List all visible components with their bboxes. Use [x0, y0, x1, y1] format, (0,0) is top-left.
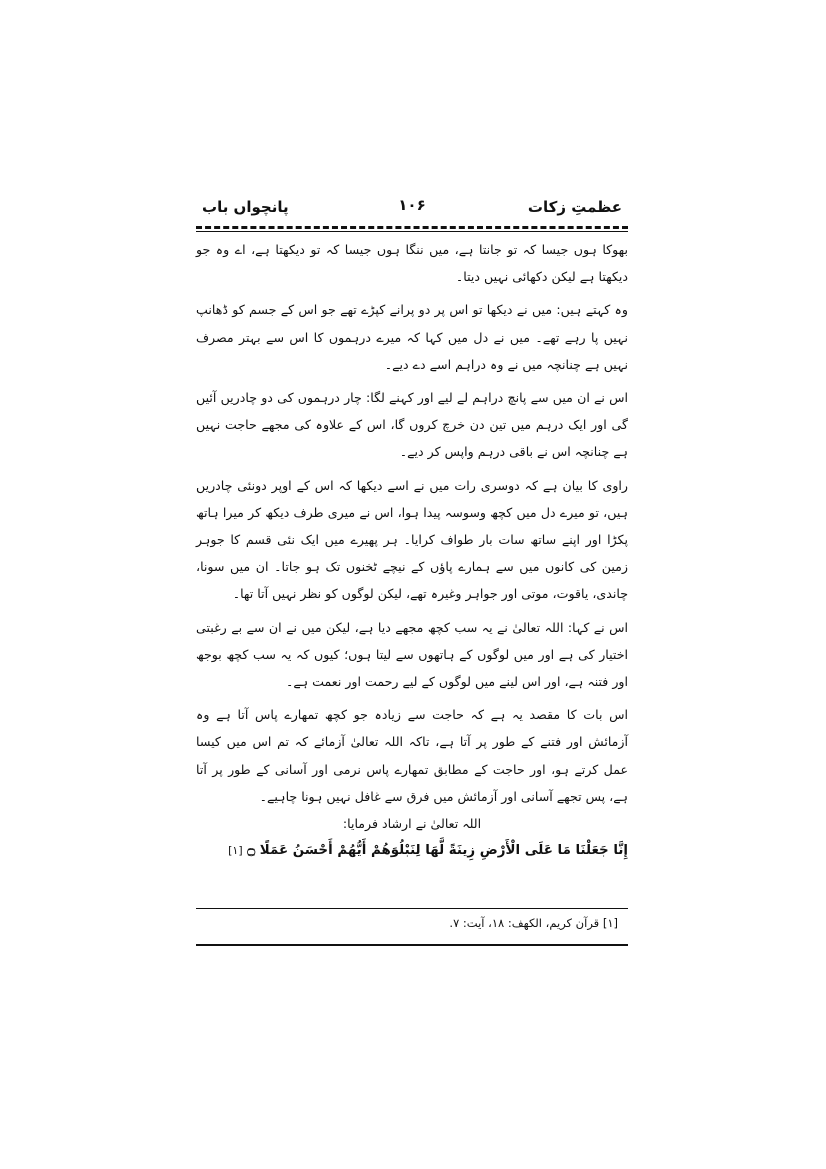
page-body [196, 236, 628, 865]
header-dashed-rule [196, 226, 628, 229]
verse-intro: اللہ تعالیٰ نے ارشاد فرمایا: [342, 816, 482, 832]
paragraph: اس نے ان میں سے پانچ دراہم لے لیے اور کہنے لگا: چار درہموں کی دو چادریں آئیں گی اور ایک درہم میں تین دن خرچ کروں گا، اس کے علاوہ کی مجھے حاجت نہیں ہے چنانچہ اس نے باقی درہم واپس کر دیے۔ [196, 390, 628, 460]
footnote: [۱] قرآن کریم، الکهف: ۱۸، آیت: ۷. [449, 916, 618, 930]
paragraph: وہ کہتے ہیں: میں نے دیکھا تو اس پر دو پرانے کپڑے تھے جو اس کے جسم کو ڈھانپ نہیں پا رہے تھے۔ میں نے دل میں کہا کہ میرے درہموں کا اس سے بہتر مصرف نہیں ہے چنانچہ میں نے وہ دراہم اسے دے دیے۔ [196, 302, 628, 372]
verse-text: إِنَّا جَعَلْنَا مَا عَلَى الْأَرْضِ زِينَةً لَّهَا لِنَبْلُوَهُمْ أَيُّهُمْ أَحْسَنُ عَمَلًا ۝ [247, 843, 628, 859]
footnote-marker: [۱] [228, 844, 243, 858]
header-solid-rule [196, 231, 628, 232]
paragraph: بھوکا ہوں جیسا کہ تو جانتا ہے، میں ننگا ہوں جیسا کہ تو دیکھتا ہے، اے وہ جو دیکھتا ہے لیکن دکھائی نہیں دیتا۔ [196, 242, 628, 285]
paragraph: اس نے کہا: اللہ تعالیٰ نے یہ سب کچھ مجھے دیا ہے، لیکن میں نے ان سے بے رغبتی اختیار کی ہے اور میں لوگوں کے ہاتھوں سے لیتا ہوں؛ کیوں کہ یہ سب کچھ بوجھ اور فتنہ ہے، اور اس لینے میں لوگوں کے لیے رحمت اور نعمت ہے۔ [196, 619, 628, 690]
quran-verse [196, 837, 628, 865]
book-page [196, 196, 628, 956]
chapter-title: پانچواں باب [202, 198, 289, 216]
paragraph: راوی کا بیان ہے کہ دوسری رات میں نے اسے دیکھا کہ اس کے اوپر دونئی چادریں ہیں، تو میرے دل میں کچھ وسوسہ پیدا ہوا، اس نے میری طرف دیکھ کر میرا ہاتھ پکڑا اور اپنے ساتھ سات بار طواف کرایا۔ ہر پھیرے میں ایک نئی قسم کا جوہر زمین کی کانوں میں سے ہمارے پاؤں کے نیچے ٹخنوں تک ہو جاتا۔ ان میں سونا، چاندی، یاقوت، موتی اور جواہر وغیرہ تھے، لیکن لوگوں کو نظر نہیں آتا تھا۔ [196, 477, 628, 602]
bottom-rule [196, 944, 628, 946]
page-number: ۱۰۶ [398, 196, 426, 214]
footnote-rule [196, 908, 628, 909]
paragraph: اس بات کا مقصد یہ ہے کہ حاجت سے زیادہ جو کچھ تمھارے پاس آتا ہے وہ آزمائش اور فتنے کے طور پر آتا ہے، تاکہ اللہ تعالیٰ آزمائے کہ تم اس میں کیسا عمل کرتے ہو، اور حاجت کے مطابق تمھارے پاس نرمی اور آسانی کے طور پر آتا ہے، پس تجھے آسانی اور آزمائش میں فرق سے غافل نہیں ہونا چاہیے۔ [196, 707, 628, 804]
book-title: عظمتِ زکات [527, 198, 622, 216]
page-header [196, 196, 628, 226]
